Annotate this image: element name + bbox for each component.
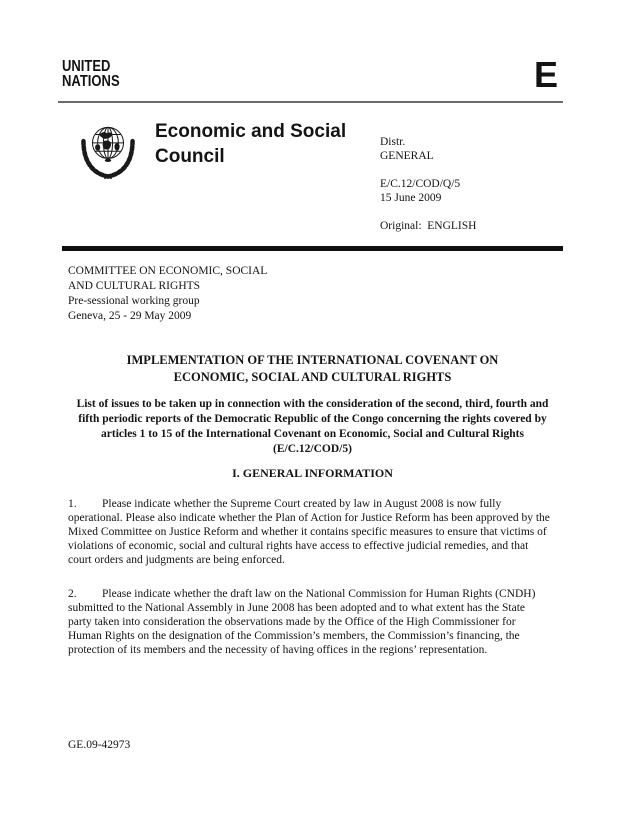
committee-line: AND CULTURAL RIGHTS xyxy=(68,280,201,292)
council-name xyxy=(155,119,346,169)
document-subtitle xyxy=(62,397,563,457)
doc-info-block xyxy=(380,135,476,233)
footer-reference: GE.09-42973 xyxy=(68,739,131,751)
un-emblem-icon xyxy=(75,119,141,181)
document-title-line: ECONOMIC, SOCIAL AND CULTURAL RIGHTS xyxy=(173,370,452,384)
paragraph-line xyxy=(68,587,535,601)
document-subtitle-line: (E/C.12/COD/5) xyxy=(273,443,352,455)
paragraph-line: operational. Please also indicate whether the Plan of Action for Justice Reform has been approved by the xyxy=(68,512,550,524)
working-group-line: Pre-sessional working group xyxy=(68,295,200,307)
council-name-line2: Council xyxy=(155,146,225,167)
session-block xyxy=(68,264,267,324)
paragraph-line: Mixed Committee on Justice Reform and whether it contains specific measures to ensure that victims of xyxy=(68,526,547,538)
section-heading: I. GENERAL INFORMATION xyxy=(232,466,393,480)
distr-value: GENERAL xyxy=(380,150,434,162)
paragraph-number: 1. xyxy=(68,498,77,510)
un-org-name-line1: UNITED xyxy=(62,58,111,75)
document-title-line: IMPLEMENTATION OF THE INTERNATIONAL COVENANT ON xyxy=(126,353,499,367)
document-title xyxy=(62,352,563,386)
divider-bar xyxy=(62,246,563,251)
paragraph-line: protection of its members and the necessity of having offices in the regions’ representation. xyxy=(68,644,488,656)
paragraph-line xyxy=(68,497,550,511)
symbol-group xyxy=(380,177,476,205)
document-subtitle-line: articles 1 to 15 of the International Covenant on Economic, Social and Cultural Rights xyxy=(101,428,524,440)
un-org-name xyxy=(62,59,120,89)
paragraph-line: court orders and judgments are being enforced. xyxy=(68,554,285,566)
doc-date: 15 June 2009 xyxy=(380,192,442,204)
council-name-line1: Economic and Social xyxy=(155,121,347,142)
paragraph-line: party taken into consideration the observations made by the Office of the High Commissioner for xyxy=(68,616,516,628)
doc-series-letter: E xyxy=(533,54,558,95)
paragraph-1 xyxy=(68,497,550,567)
paragraph-number: 2. xyxy=(68,588,77,600)
paragraph-line: Human Rights on the designation of the Commission’s members, the Commission’s financing, the xyxy=(68,630,520,642)
paragraph-2 xyxy=(68,587,535,657)
distr-label: Distr. xyxy=(380,136,406,148)
original-language: Original: ENGLISH xyxy=(380,220,477,232)
paragraph-line: submitted to the National Assembly in June 2008 has been adopted and to what extent has the State xyxy=(68,602,526,614)
session-location-dates: Geneva, 25 - 29 May 2009 xyxy=(68,310,192,322)
document-subtitle-line: fifth periodic reports of the Democratic Republic of the Congo concerning the rights covered by xyxy=(78,413,547,425)
paragraph-line: violations of economic, social and cultural rights have access to effective judicial remedies, and that xyxy=(68,540,529,552)
distr-group xyxy=(380,135,476,163)
document-subtitle-line: List of issues to be taken up in connection with the consideration of the second, third, fourth and xyxy=(76,398,549,410)
doc-symbol: E/C.12/COD/Q/5 xyxy=(380,178,461,190)
paragraph-text: Please indicate whether the draft law on the National Commission for Human Rights (CNDH) xyxy=(102,588,536,600)
header-rule xyxy=(58,101,563,103)
paragraph-text: Please indicate whether the Supreme Court created by law in August 2008 is now fully xyxy=(102,498,502,510)
committee-line: COMMITTEE ON ECONOMIC, SOCIAL xyxy=(68,265,268,277)
un-org-name-line2: NATIONS xyxy=(62,73,120,90)
